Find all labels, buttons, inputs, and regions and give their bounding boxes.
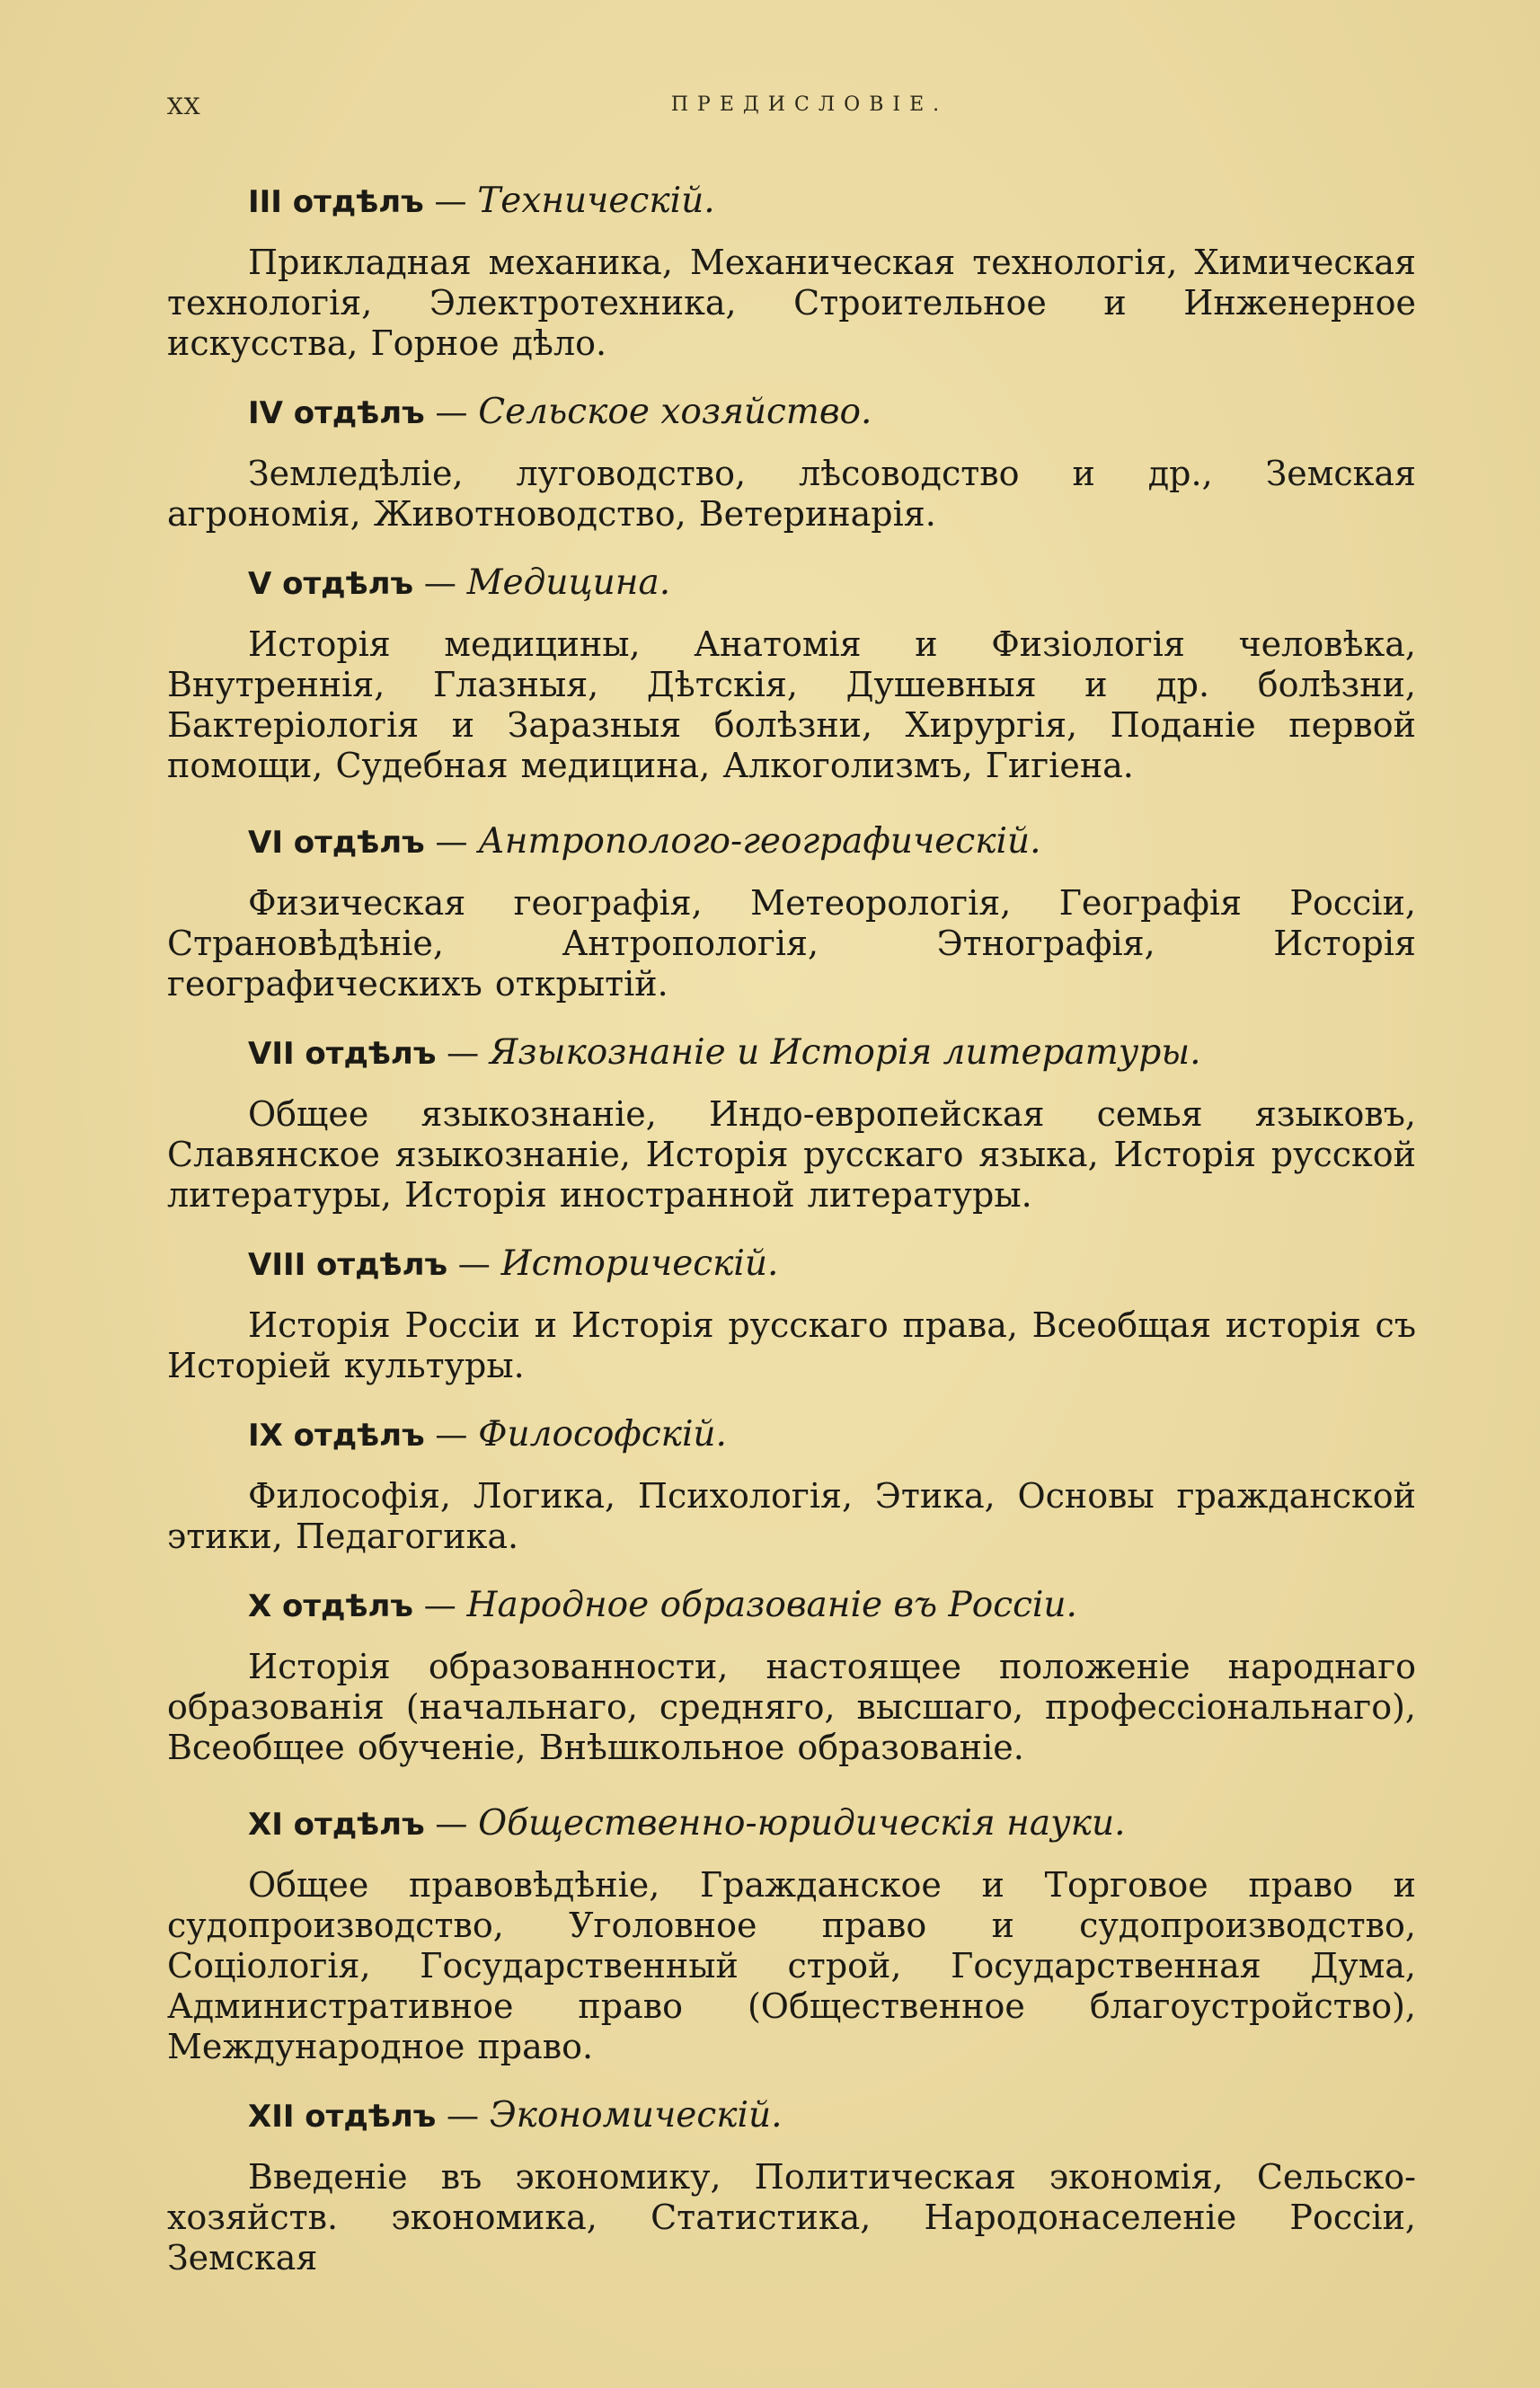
section-heading bbox=[248, 1243, 1416, 1286]
section-topic: Медицина. bbox=[466, 562, 671, 603]
heading-dash: — bbox=[423, 1588, 456, 1624]
page-number: XX bbox=[167, 93, 201, 119]
section-topic: Техническій. bbox=[477, 181, 715, 221]
section-word: отдѣлъ bbox=[293, 1807, 425, 1843]
section-heading bbox=[248, 391, 1416, 434]
section-12 bbox=[167, 2094, 1416, 2278]
section-topic: Сельское хозяйство. bbox=[478, 392, 872, 432]
section-word: отдѣлъ bbox=[281, 1588, 413, 1624]
section-3 bbox=[167, 180, 1416, 364]
section-text: Общее языкознаніе, Индо-европейская семья языковъ, Славянское языкознаніе, Исторія русскаго языка, Исторія русской литературы, Исторія иностранной литературы. bbox=[167, 1094, 1416, 1215]
section-word: отдѣлъ bbox=[292, 184, 424, 220]
section-7 bbox=[167, 1031, 1416, 1216]
section-8 bbox=[167, 1243, 1416, 1386]
heading-dash: — bbox=[447, 2098, 480, 2135]
section-heading bbox=[248, 1802, 1416, 1845]
section-heading bbox=[248, 1584, 1416, 1627]
section-heading bbox=[248, 1413, 1416, 1456]
section-number: XII bbox=[248, 2099, 295, 2135]
section-5 bbox=[167, 562, 1416, 786]
section-text: Исторія медицины, Анатомія и Физіологія человѣка, Внутреннія, Глазныя, Дѣтскія, Душевныя и др. болѣзни, Бактеріологія и Заразныя болѣзни, Хирургія, Поданіе первой помощи, Судебная медицина, Алкоголизмъ, Гигіена. bbox=[167, 624, 1416, 785]
running-title: ПРЕДИСЛОВІЕ. bbox=[670, 93, 949, 116]
section-word: отдѣлъ bbox=[305, 1036, 437, 1072]
section-11 bbox=[167, 1802, 1416, 2067]
heading-dash: — bbox=[423, 565, 456, 602]
section-number: IV bbox=[248, 395, 283, 431]
section-9 bbox=[167, 1413, 1416, 1557]
heading-dash: — bbox=[434, 183, 467, 220]
section-number: VII bbox=[248, 1036, 295, 1072]
section-topic: Языкознаніе и Исторія литературы. bbox=[489, 1032, 1201, 1073]
heading-dash: — bbox=[435, 824, 468, 861]
section-number: III bbox=[248, 184, 282, 220]
section-text: Прикладная механика, Механическая технологія, Химическая технологія, Электротехника, Строительное и Инженерное искусства, Горное дѣло. bbox=[167, 243, 1416, 363]
section-10 bbox=[167, 1584, 1416, 1768]
section-heading bbox=[248, 1031, 1416, 1075]
section-number: VI bbox=[248, 825, 283, 861]
section-number: VIII bbox=[248, 1247, 306, 1283]
heading-dash: — bbox=[447, 1035, 480, 1072]
section-number: X bbox=[248, 1588, 272, 1624]
section-text: Исторія Россіи и Исторія русскаго права, Всеобщая исторія съ Исторіей культуры. bbox=[167, 1305, 1416, 1385]
section-heading bbox=[248, 820, 1416, 863]
section-4 bbox=[167, 391, 1416, 535]
section-heading bbox=[248, 180, 1416, 223]
section-text: Общее правовѣдѣніе, Гражданское и Торговое право и судопроизводство, Уголовное право и судопроизводство, Соціологія, Государственный строй, Государственная Дума, Административное право (Общественное благоустройство), Международное право. bbox=[167, 1865, 1416, 2066]
section-word: отдѣлъ bbox=[282, 566, 414, 602]
section-topic: Антропологo-географическій. bbox=[478, 821, 1041, 862]
section-number: IX bbox=[248, 1418, 283, 1454]
section-number: XI bbox=[248, 1807, 283, 1843]
running-head bbox=[167, 93, 1416, 137]
section-word: отдѣлъ bbox=[305, 2099, 437, 2135]
section-number: V bbox=[248, 566, 272, 602]
section-topic: Философскій. bbox=[478, 1414, 727, 1455]
section-topic: Общественно-юридическія науки. bbox=[478, 1803, 1126, 1844]
heading-dash: — bbox=[435, 1806, 468, 1843]
section-topic: Экономическій. bbox=[489, 2095, 783, 2136]
page-content bbox=[167, 180, 1416, 2278]
heading-dash: — bbox=[457, 1246, 491, 1283]
section-topic: Народное образованіе въ Россіи. bbox=[466, 1585, 1077, 1625]
section-word: отдѣлъ bbox=[293, 825, 425, 861]
section-topic: Историческій. bbox=[500, 1243, 779, 1284]
section-text: Земледѣліе, луговодство, лѣсоводство и др., Земская агрономія, Животноводство, Ветеринарія. bbox=[167, 454, 1416, 534]
section-word: отдѣлъ bbox=[293, 1418, 425, 1454]
heading-dash: — bbox=[435, 394, 468, 431]
section-heading bbox=[248, 2094, 1416, 2137]
section-heading bbox=[248, 562, 1416, 605]
section-text: Исторія образованности, настоящее положеніе народнаго образованія (начальнаго, средняго, высшаго, профессіональнаго), Всеобщее обученіе, Внѣшкольное образованіе. bbox=[167, 1647, 1416, 1767]
section-word: отдѣлъ bbox=[316, 1247, 448, 1283]
section-text: Физическая географія, Метеорологія, Географія Россіи, Страновѣдѣніе, Антропологія, Этнографія, Исторія географическихъ открытій. bbox=[167, 883, 1416, 1004]
section-6 bbox=[167, 820, 1416, 1004]
heading-dash: — bbox=[435, 1417, 468, 1454]
section-text: Введеніе въ экономику, Политическая экономія, Сельско-хозяйств. экономика, Статистика, Народонаселеніе Россіи, Земская bbox=[167, 2157, 1416, 2277]
section-text: Философія, Логика, Психологія, Этика, Основы гражданской этики, Педагогика. bbox=[167, 1476, 1416, 1556]
section-word: отдѣлъ bbox=[293, 395, 425, 431]
